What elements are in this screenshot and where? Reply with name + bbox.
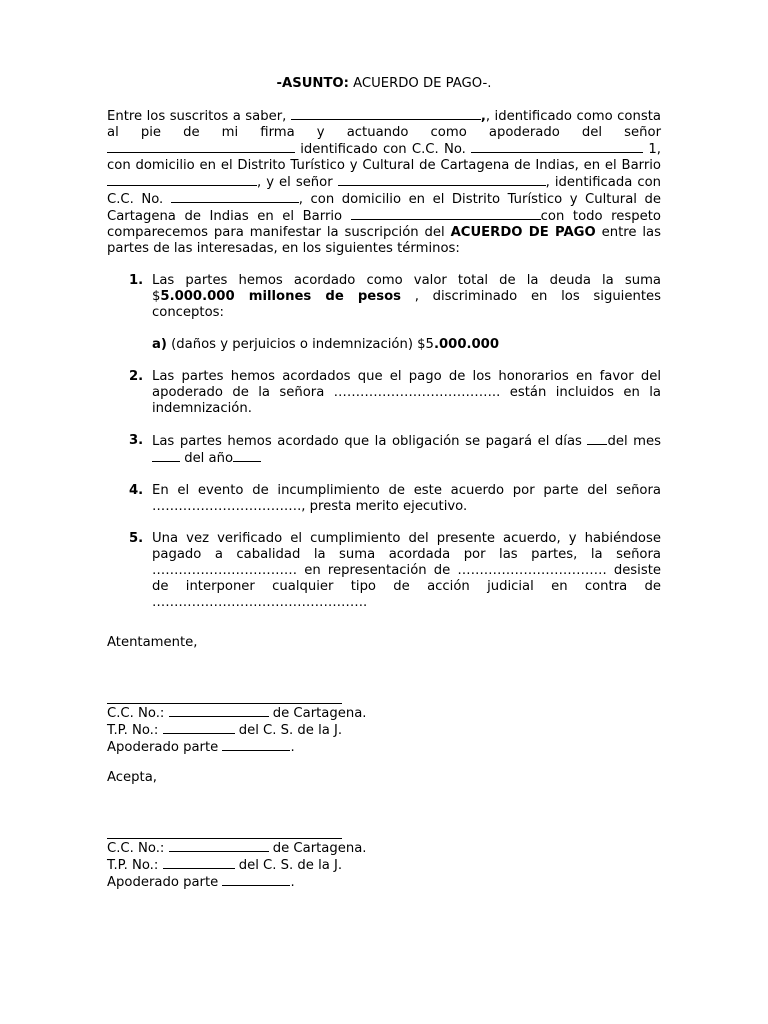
blank-field: [163, 722, 235, 734]
list-item: 2. Las partes hemos acordados que el pago de los honorarios en favor del apoderado de la señora ……………………………….. están incluidos en la indemnización.: [129, 369, 661, 416]
list-item: 1. Las partes hemos acordado como valor total de la deuda la suma $5.000.000 millones de pesos , discriminado en los siguientes conceptos: a) (daños y perjuicios o indemnización) $5.000.000: [129, 273, 661, 352]
blank-field: [169, 705, 269, 717]
blank-field: [587, 433, 607, 445]
list-item: 5. Una vez verificado el cumplimiento del presente acuerdo, y habiéndose pagado a cabalidad la suma acordada por las partes, la señora …………………………… en representación de ……………………………. desiste de interponer cualquier tipo de acción judicial en contra de ………………………………………….: [129, 531, 661, 610]
signature-line: [107, 824, 342, 839]
closing-text: Atentamente,: [107, 635, 198, 650]
blank-field: [233, 450, 261, 462]
intro-paragraph: Entre los suscritos a saber, ,, identificado como consta al pie de mi firma y actuando como apoderado del señor identificado con C.C. No. 1, con domicilio en el Distrito Turístico y Cultural de Cartagena de Indias, en el Barrio , y el señor , identificada con C.C. No. , con domicilio en el Distrito Turístico y Cultural de Cartagena de Indias en el Barrio con todo respeto comparecemos para manifestar la suscripción del ACUERDO DE PAGO entre las partes de las interesadas, en los siguientes términos:: [107, 109, 662, 256]
blank-field: [222, 874, 290, 886]
accept-text: Acepta,: [107, 770, 157, 785]
blank-field: [471, 141, 643, 153]
sub-item: a) (daños y perjuicios o indemnización) $5.000.000: [152, 337, 500, 352]
terms-list: [107, 273, 661, 611]
blank-field: [152, 450, 180, 462]
signature-block-1: C.C. No.: de Cartagena. T.P. No.: del C. S. de la J. Apoderado parte .: [107, 689, 661, 756]
signature-block-2: C.C. No.: de Cartagena. T.P. No.: del C. S. de la J. Apoderado parte .: [107, 824, 661, 891]
blank-field: [351, 208, 541, 220]
blank-field: [107, 141, 295, 153]
signature-line: [107, 689, 342, 704]
blank-field: [222, 739, 290, 751]
list-item: 4. En el evento de incumplimiento de este acuerdo por parte del señora ……………………………., presta merito ejecutivo.: [129, 483, 661, 514]
document-title: -ASUNTO: ACUERDO DE PAGO-.: [276, 76, 492, 91]
blank-field: [169, 840, 269, 852]
blank-field: [338, 174, 546, 186]
blank-field: [291, 108, 481, 120]
blank-field: [171, 191, 299, 203]
blank-field: [163, 857, 235, 869]
blank-field: [107, 174, 257, 186]
list-item: 3. Las partes hemos acordado que la obligación se pagará el días del mes del año: [129, 433, 662, 466]
